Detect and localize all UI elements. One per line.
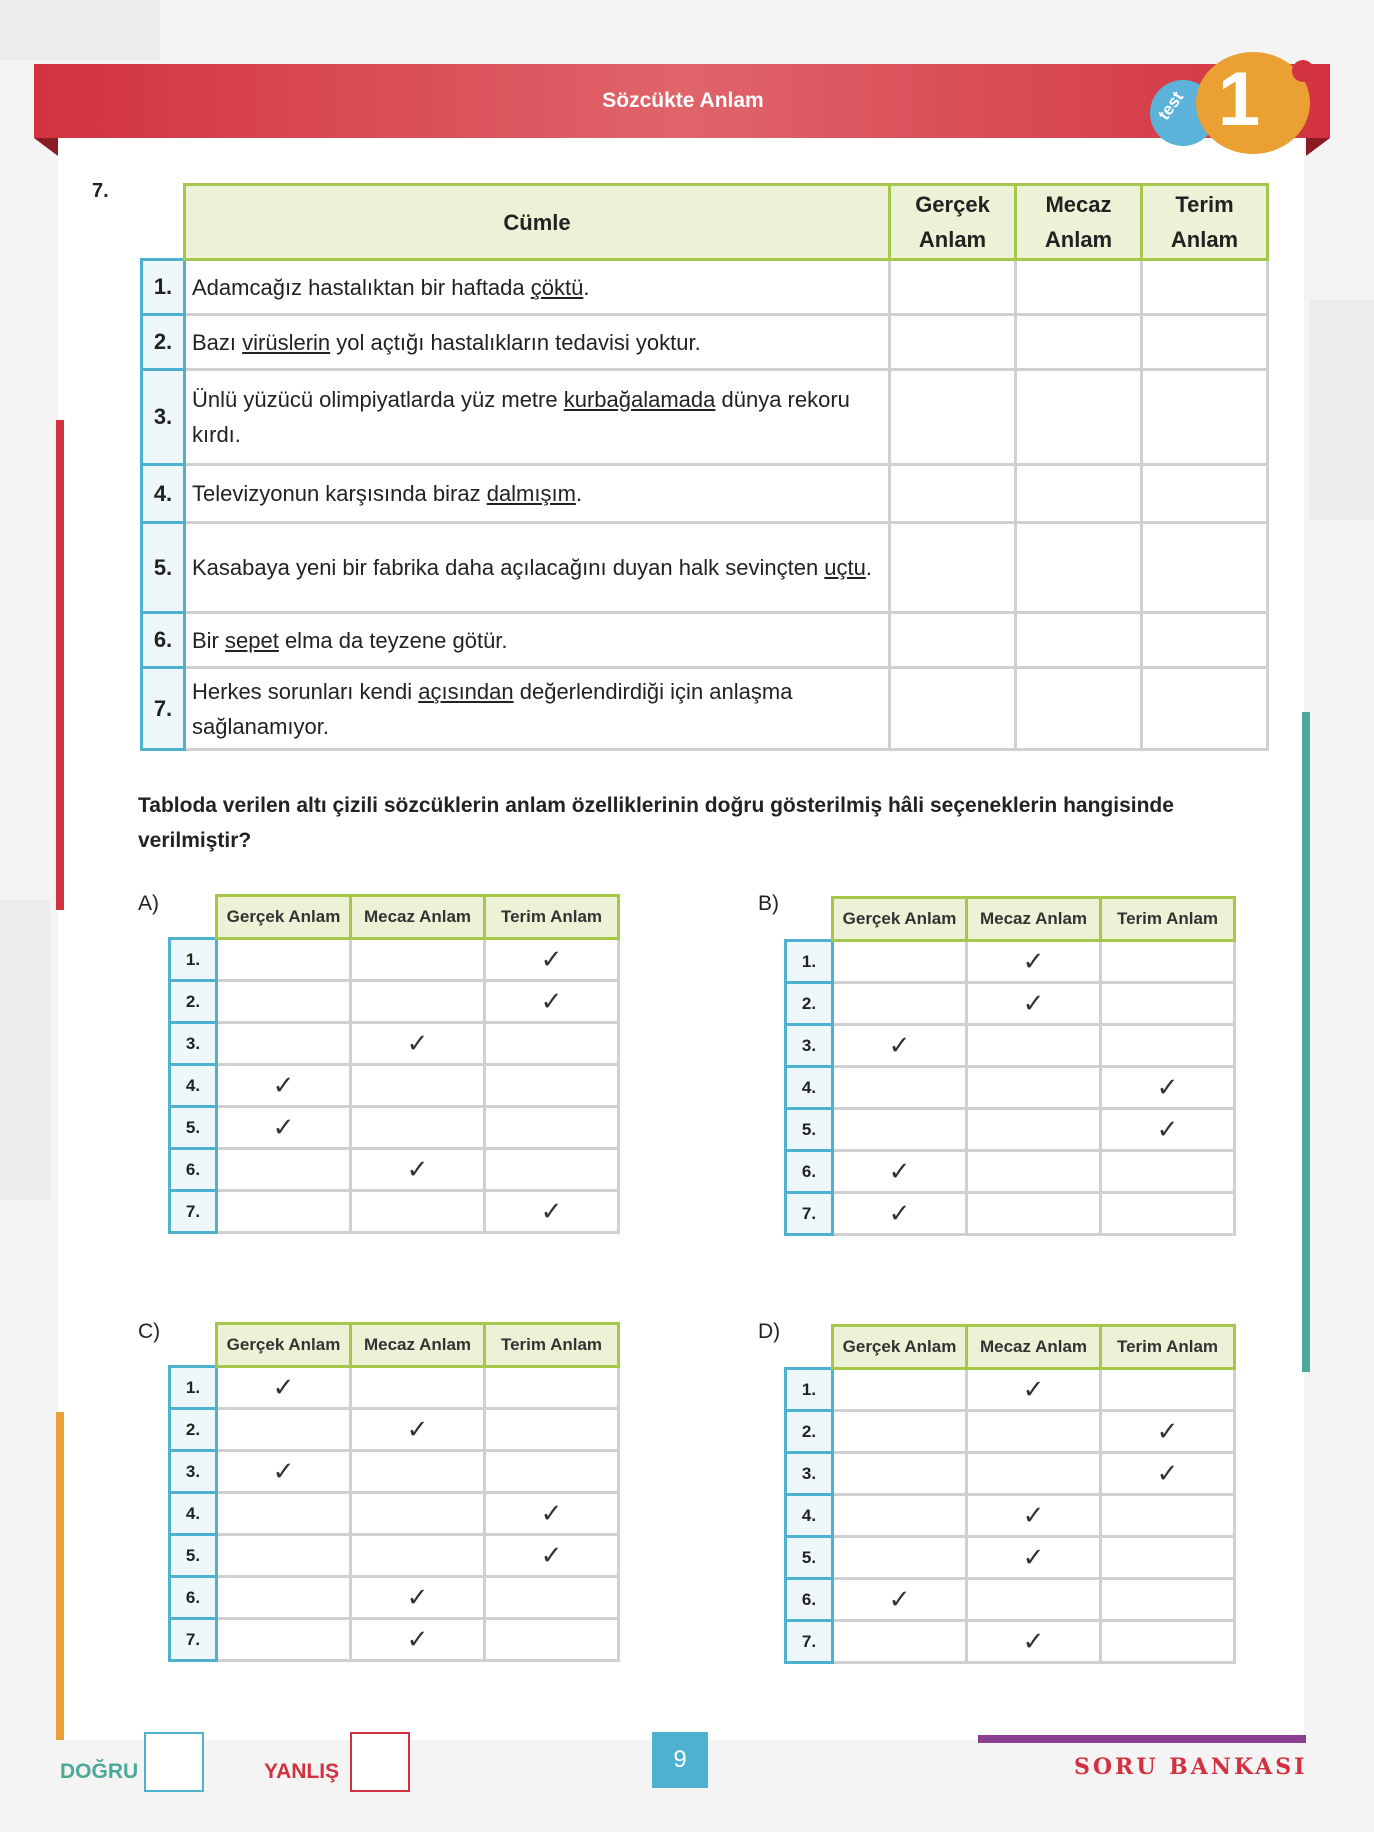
empty-cell xyxy=(351,1065,485,1107)
empty-cell xyxy=(217,1149,351,1191)
row-number: 7. xyxy=(786,1621,833,1663)
row-number: 3. xyxy=(786,1025,833,1067)
underlined-word: çöktü xyxy=(530,274,584,300)
empty-cell xyxy=(833,1369,967,1411)
sentence-cell xyxy=(185,668,890,750)
option-label-b: B) xyxy=(758,892,779,915)
wrong-box[interactable] xyxy=(350,1732,410,1792)
option-row xyxy=(786,983,1235,1025)
empty-cell xyxy=(1101,1151,1235,1193)
row-number: 6. xyxy=(786,1151,833,1193)
underlined-word: uçtu xyxy=(824,555,866,580)
table-row xyxy=(142,370,1268,465)
option-table-c[interactable] xyxy=(168,1322,620,1662)
row-number: 5. xyxy=(170,1107,217,1149)
option-row xyxy=(786,1151,1235,1193)
empty-cell xyxy=(351,981,485,1023)
option-row xyxy=(170,1191,619,1233)
option-row xyxy=(786,1025,1235,1067)
header-sentence: Cümle xyxy=(185,185,890,260)
row-number: 6. xyxy=(170,1577,217,1619)
test-number: 1 xyxy=(1217,57,1261,142)
empty-cell xyxy=(485,1023,619,1065)
sentence-cell xyxy=(185,465,890,523)
option-row xyxy=(170,1149,619,1191)
check-mark-icon: ✓ xyxy=(967,1369,1101,1411)
test-badge-dot xyxy=(1292,60,1314,82)
empty-cell xyxy=(833,1453,967,1495)
empty-cell xyxy=(485,1107,619,1149)
empty-cell xyxy=(217,1577,351,1619)
table-row xyxy=(142,668,1268,750)
row-number: 4. xyxy=(170,1065,217,1107)
sentence-text: . xyxy=(583,274,590,300)
option-row xyxy=(786,1193,1235,1235)
page-number: 9 xyxy=(652,1732,708,1788)
empty-cell xyxy=(833,983,967,1025)
check-mark-icon: ✓ xyxy=(217,1451,351,1493)
option-row xyxy=(786,1621,1235,1663)
empty-cell xyxy=(967,1411,1101,1453)
table-row xyxy=(142,613,1268,668)
check-mark-icon: ✓ xyxy=(485,1493,619,1535)
row-number: 2. xyxy=(786,1411,833,1453)
answer-cell[interactable] xyxy=(890,370,1016,465)
corner-cell xyxy=(142,185,185,260)
check-mark-icon: ✓ xyxy=(833,1193,967,1235)
sentence-text: Bazı xyxy=(192,329,243,355)
check-mark-icon: ✓ xyxy=(485,981,619,1023)
empty-cell xyxy=(833,941,967,983)
corner-cell xyxy=(170,896,217,939)
option-header: Gerçek Anlam xyxy=(833,898,967,941)
answer-cell[interactable] xyxy=(1142,465,1268,523)
empty-cell xyxy=(1101,1369,1235,1411)
empty-cell xyxy=(967,1109,1101,1151)
option-row xyxy=(786,1579,1235,1621)
empty-cell xyxy=(351,1493,485,1535)
empty-cell xyxy=(351,939,485,981)
empty-cell xyxy=(833,1109,967,1151)
row-number: 5. xyxy=(142,523,185,613)
row-number: 5. xyxy=(786,1537,833,1579)
check-mark-icon: ✓ xyxy=(967,941,1101,983)
table-row xyxy=(142,315,1268,370)
sentence-cell xyxy=(185,260,890,315)
header-literal: Gerçek Anlam xyxy=(890,185,1016,260)
header-figurative: Mecaz Anlam xyxy=(1016,185,1142,260)
corner-cell xyxy=(786,898,833,941)
check-mark-icon: ✓ xyxy=(1101,1411,1235,1453)
underlined-word: sepet xyxy=(225,627,279,653)
check-mark-icon: ✓ xyxy=(967,1537,1101,1579)
background-block xyxy=(1310,300,1374,520)
sentence-text: . xyxy=(865,555,873,580)
empty-cell xyxy=(1101,941,1235,983)
empty-cell xyxy=(1101,1579,1235,1621)
check-mark-icon: ✓ xyxy=(1101,1453,1235,1495)
empty-cell xyxy=(833,1067,967,1109)
sentence-cell xyxy=(185,613,890,668)
empty-cell xyxy=(1101,983,1235,1025)
row-number: 5. xyxy=(170,1535,217,1577)
empty-cell xyxy=(967,1193,1101,1235)
option-header: Mecaz Anlam xyxy=(351,896,485,939)
sentence-text: Bir xyxy=(192,627,225,653)
check-mark-icon: ✓ xyxy=(485,1191,619,1233)
option-label-a: A) xyxy=(138,892,159,915)
option-row xyxy=(170,1577,619,1619)
row-number: 7. xyxy=(170,1619,217,1661)
option-header: Terim Anlam xyxy=(1101,1326,1235,1369)
row-number: 3. xyxy=(170,1451,217,1493)
option-row xyxy=(170,1023,619,1065)
option-table-d[interactable] xyxy=(784,1324,1236,1664)
check-mark-icon: ✓ xyxy=(833,1579,967,1621)
option-header: Terim Anlam xyxy=(485,1324,619,1367)
answer-cell[interactable] xyxy=(1142,315,1268,370)
empty-cell xyxy=(485,1619,619,1661)
check-mark-icon: ✓ xyxy=(485,939,619,981)
check-mark-icon: ✓ xyxy=(485,1535,619,1577)
empty-cell xyxy=(1101,1025,1235,1067)
empty-cell xyxy=(217,1191,351,1233)
sentence-text: . xyxy=(575,481,583,506)
row-number: 3. xyxy=(142,370,185,465)
background-block xyxy=(0,900,50,1200)
empty-cell xyxy=(1101,1621,1235,1663)
option-row xyxy=(170,1065,619,1107)
option-table-a[interactable] xyxy=(168,894,620,1234)
empty-cell xyxy=(967,1579,1101,1621)
check-mark-icon: ✓ xyxy=(1101,1067,1235,1109)
answer-cell[interactable] xyxy=(890,613,1016,668)
option-table-b[interactable] xyxy=(784,896,1236,1236)
wrong-label: YANLIŞ xyxy=(264,1760,340,1783)
check-mark-icon: ✓ xyxy=(351,1577,485,1619)
answer-cell[interactable] xyxy=(890,260,1016,315)
empty-cell xyxy=(485,1065,619,1107)
sentence-text: Ünlü yüzücü olimpiyatlarda yüz metre xyxy=(192,387,564,412)
answer-cell[interactable] xyxy=(1016,315,1142,370)
row-number: 6. xyxy=(142,613,185,668)
empty-cell xyxy=(217,1023,351,1065)
empty-cell xyxy=(351,1107,485,1149)
sentence-text: yol açtığı hastalıkların tedavisi yoktur. xyxy=(330,329,701,355)
empty-cell xyxy=(967,1453,1101,1495)
row-number: 3. xyxy=(786,1453,833,1495)
sentence-text: değerlendirdiği için anlaşma sağlanamıyor. xyxy=(192,678,793,739)
check-mark-icon: ✓ xyxy=(1101,1109,1235,1151)
banner-fold-right xyxy=(1306,138,1330,156)
side-bar-teal xyxy=(1302,712,1310,1372)
empty-cell xyxy=(485,1367,619,1409)
option-row xyxy=(786,941,1235,983)
answer-cell[interactable] xyxy=(890,315,1016,370)
question-number: 7. xyxy=(92,180,109,202)
underlined-word: kurbağalamada xyxy=(563,387,716,412)
check-mark-icon: ✓ xyxy=(351,1023,485,1065)
row-number: 2. xyxy=(170,1409,217,1451)
row-number: 4. xyxy=(786,1495,833,1537)
sentence-text: Herkes sorunları kendi xyxy=(192,678,419,704)
empty-cell xyxy=(217,1535,351,1577)
row-number: 1. xyxy=(142,260,185,315)
background-block xyxy=(0,0,160,60)
table-row xyxy=(142,260,1268,315)
sentence-cell xyxy=(185,523,890,613)
check-mark-icon: ✓ xyxy=(217,1107,351,1149)
option-row xyxy=(170,1107,619,1149)
answer-cell[interactable] xyxy=(1142,370,1268,465)
row-number: 1. xyxy=(786,941,833,983)
empty-cell xyxy=(217,1409,351,1451)
empty-cell xyxy=(351,1451,485,1493)
sentence-text: elma da teyzene götür. xyxy=(278,627,508,653)
header-term: Terim Anlam xyxy=(1142,185,1268,260)
correct-label: DOĞRU xyxy=(60,1760,139,1783)
row-number: 4. xyxy=(142,465,185,523)
answer-cell[interactable] xyxy=(1016,465,1142,523)
answer-cell[interactable] xyxy=(1016,613,1142,668)
answer-cell[interactable] xyxy=(1016,523,1142,613)
book-title: SORU BANKASI xyxy=(1074,1754,1308,1780)
check-mark-icon: ✓ xyxy=(217,1065,351,1107)
answer-cell[interactable] xyxy=(1016,370,1142,465)
check-mark-icon: ✓ xyxy=(351,1149,485,1191)
option-row xyxy=(786,1411,1235,1453)
option-header: Gerçek Anlam xyxy=(217,1324,351,1367)
sentence-text: Televizyonun karşısında biraz xyxy=(192,481,487,506)
answer-cell[interactable] xyxy=(1142,613,1268,668)
row-number: 6. xyxy=(170,1149,217,1191)
check-mark-icon: ✓ xyxy=(833,1025,967,1067)
empty-cell xyxy=(1101,1193,1235,1235)
row-number: 7. xyxy=(170,1191,217,1233)
empty-cell xyxy=(217,1619,351,1661)
answer-cell[interactable] xyxy=(890,523,1016,613)
sentence-cell xyxy=(185,315,890,370)
page-title: Sözcükte Anlam xyxy=(602,89,764,112)
option-label-d: D) xyxy=(758,1320,781,1343)
test-label: test xyxy=(1154,87,1188,124)
corner-cell xyxy=(170,1324,217,1367)
answer-cell[interactable] xyxy=(890,465,1016,523)
check-mark-icon: ✓ xyxy=(967,1621,1101,1663)
option-row xyxy=(170,939,619,981)
row-number: 4. xyxy=(170,1493,217,1535)
check-mark-icon: ✓ xyxy=(351,1619,485,1661)
option-row xyxy=(170,1367,619,1409)
empty-cell xyxy=(1101,1495,1235,1537)
answer-cell[interactable] xyxy=(1142,523,1268,613)
option-row xyxy=(170,1451,619,1493)
check-mark-icon: ✓ xyxy=(833,1151,967,1193)
option-header: Mecaz Anlam xyxy=(351,1324,485,1367)
row-number: 5. xyxy=(786,1109,833,1151)
row-number: 7. xyxy=(786,1193,833,1235)
sentence-text: Adamcağız hastalıktan bir haftada xyxy=(192,274,531,300)
option-row xyxy=(786,1537,1235,1579)
option-row xyxy=(786,1369,1235,1411)
check-mark-icon: ✓ xyxy=(967,1495,1101,1537)
row-number: 1. xyxy=(170,1367,217,1409)
empty-cell xyxy=(1101,1537,1235,1579)
option-row xyxy=(170,981,619,1023)
row-number: 6. xyxy=(786,1579,833,1621)
option-header: Gerçek Anlam xyxy=(217,896,351,939)
empty-cell xyxy=(485,1451,619,1493)
row-number: 3. xyxy=(170,1023,217,1065)
option-row xyxy=(170,1493,619,1535)
empty-cell xyxy=(217,981,351,1023)
empty-cell xyxy=(833,1537,967,1579)
row-number: 4. xyxy=(786,1067,833,1109)
answer-cell[interactable] xyxy=(1016,668,1142,750)
empty-cell xyxy=(967,1067,1101,1109)
option-label-c: C) xyxy=(138,1320,161,1343)
table-row xyxy=(142,465,1268,523)
underlined-word: virüslerin xyxy=(242,329,331,355)
empty-cell xyxy=(351,1367,485,1409)
corner-cell xyxy=(786,1326,833,1369)
underlined-word: dalmışım xyxy=(486,481,576,506)
empty-cell xyxy=(217,939,351,981)
underlined-word: açısından xyxy=(418,678,514,704)
side-bar-orange xyxy=(56,1412,64,1740)
empty-cell xyxy=(833,1621,967,1663)
option-row xyxy=(786,1067,1235,1109)
row-number: 2. xyxy=(142,315,185,370)
row-number: 2. xyxy=(170,981,217,1023)
check-mark-icon: ✓ xyxy=(217,1367,351,1409)
banner-fold-left xyxy=(34,138,58,156)
row-number: 1. xyxy=(786,1369,833,1411)
option-header: Mecaz Anlam xyxy=(967,898,1101,941)
empty-cell xyxy=(967,1025,1101,1067)
row-number: 1. xyxy=(170,939,217,981)
side-bar-red xyxy=(56,420,64,910)
check-mark-icon: ✓ xyxy=(967,983,1101,1025)
sentence-table xyxy=(140,183,1269,751)
sentence-text: Kasabaya yeni bir fabrika daha açılacağını duyan halk sevinçten xyxy=(192,555,825,580)
option-row xyxy=(786,1495,1235,1537)
empty-cell xyxy=(485,1577,619,1619)
option-row xyxy=(170,1535,619,1577)
option-row xyxy=(786,1109,1235,1151)
option-header: Terim Anlam xyxy=(485,896,619,939)
answer-cell[interactable] xyxy=(890,668,1016,750)
option-row xyxy=(170,1619,619,1661)
option-header: Mecaz Anlam xyxy=(967,1326,1101,1369)
footer-bar xyxy=(978,1735,1306,1743)
option-header: Terim Anlam xyxy=(1101,898,1235,941)
correct-box[interactable] xyxy=(144,1732,204,1792)
option-row xyxy=(786,1453,1235,1495)
sentence-cell xyxy=(185,370,890,465)
empty-cell xyxy=(351,1191,485,1233)
question-prompt: Tabloda verilen altı çizili sözcüklerin anlam özelliklerinin doğru gösterilmiş hâli seçeneklerin hangisinde verilmiştir? xyxy=(138,794,1174,852)
answer-cell[interactable] xyxy=(1142,260,1268,315)
empty-cell xyxy=(967,1151,1101,1193)
answer-cell[interactable] xyxy=(1016,260,1142,315)
answer-cell[interactable] xyxy=(1142,668,1268,750)
table-row xyxy=(142,523,1268,613)
empty-cell xyxy=(351,1535,485,1577)
empty-cell xyxy=(217,1493,351,1535)
empty-cell xyxy=(485,1409,619,1451)
empty-cell xyxy=(833,1411,967,1453)
option-header: Gerçek Anlam xyxy=(833,1326,967,1369)
option-row xyxy=(170,1409,619,1451)
row-number: 7. xyxy=(142,668,185,750)
row-number: 2. xyxy=(786,983,833,1025)
sentence-text: dünya rekoru kırdı. xyxy=(192,387,850,447)
check-mark-icon: ✓ xyxy=(351,1409,485,1451)
empty-cell xyxy=(485,1149,619,1191)
empty-cell xyxy=(833,1495,967,1537)
